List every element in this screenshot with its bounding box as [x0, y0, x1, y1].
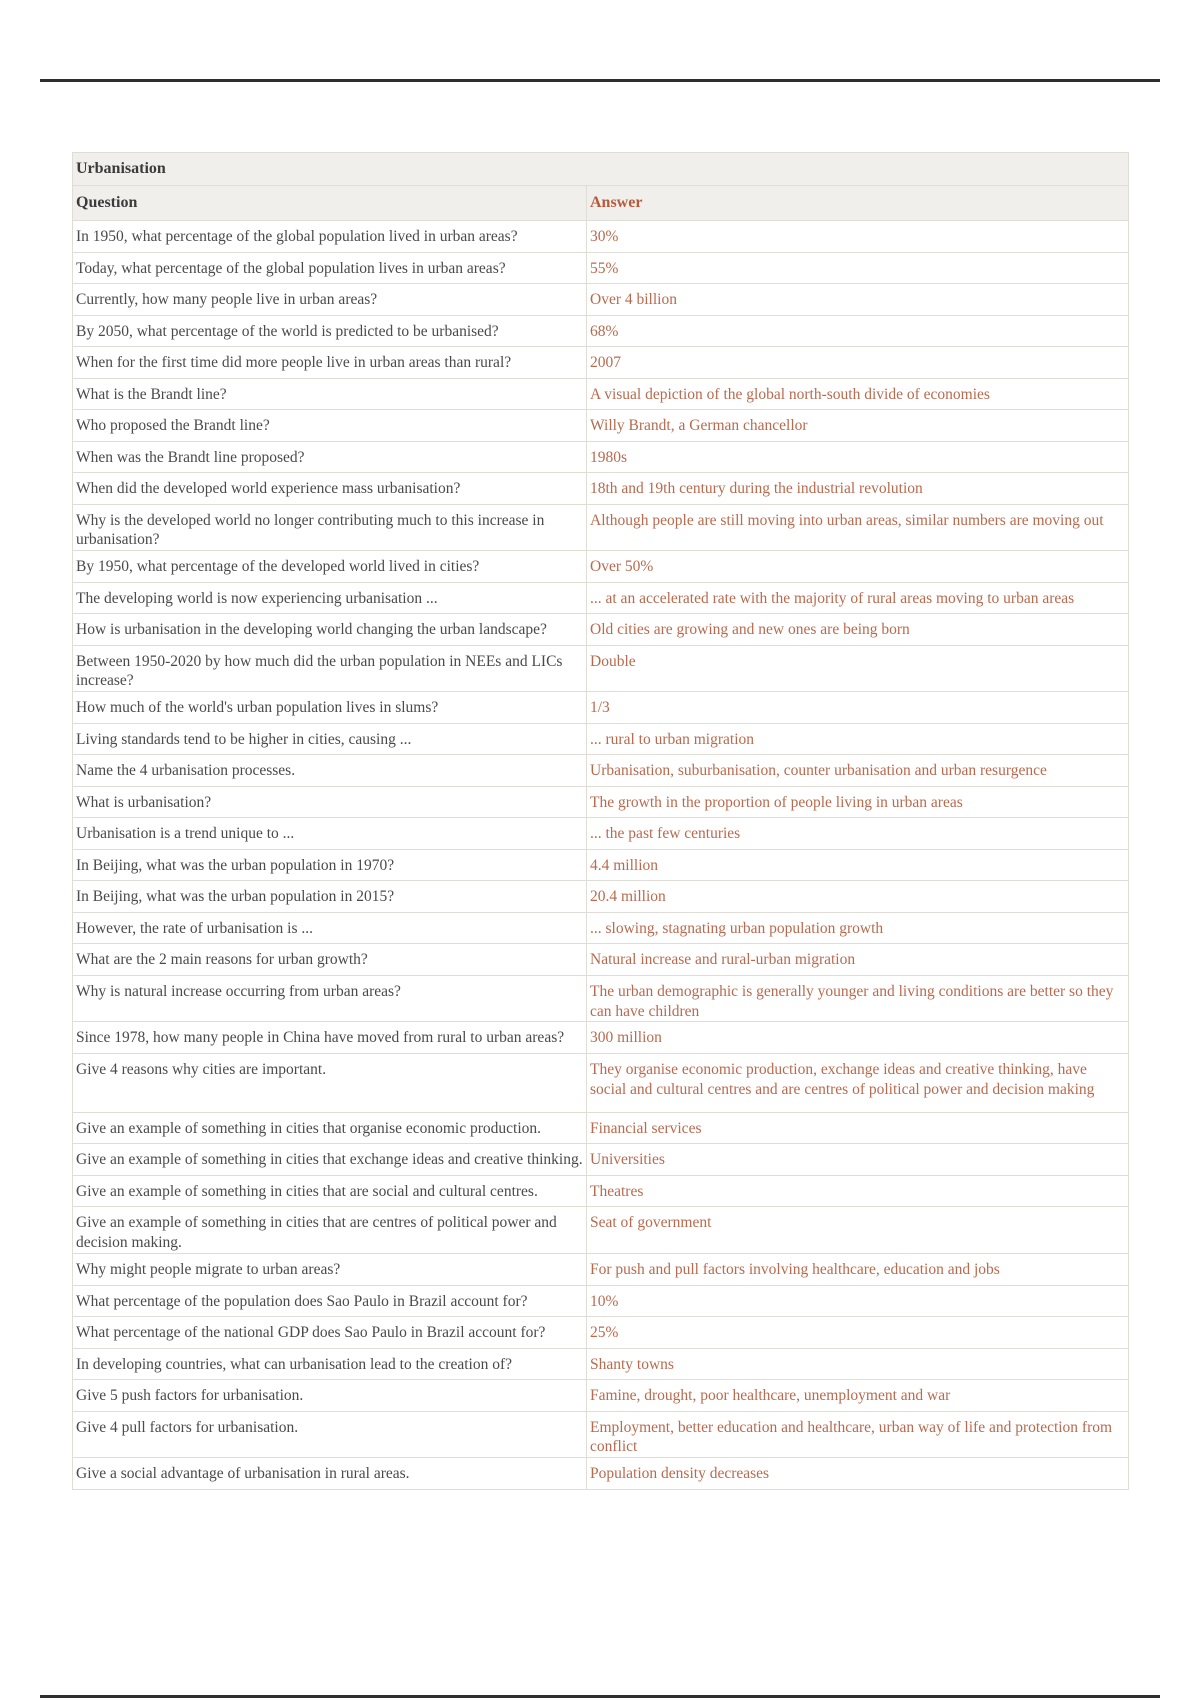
- answer-cell: ... rural to urban migration: [587, 723, 1129, 755]
- question-cell: Give an example of something in cities that exchange ideas and creative thinking.: [73, 1144, 587, 1176]
- answer-cell: The urban demographic is generally younger and living conditions are better so they can have children: [587, 975, 1129, 1022]
- answer-cell: 30%: [587, 221, 1129, 253]
- table-row: [73, 441, 1129, 473]
- answer-cell: 2007: [587, 347, 1129, 379]
- table-row: [73, 1380, 1129, 1412]
- bottom-rule: [40, 1695, 1160, 1698]
- table-row: [73, 284, 1129, 316]
- question-cell: Why might people migrate to urban areas?: [73, 1254, 587, 1286]
- table-row: [73, 786, 1129, 818]
- question-cell: How much of the world's urban population lives in slums?: [73, 692, 587, 724]
- table-row: [73, 614, 1129, 646]
- table-row: [73, 1254, 1129, 1286]
- table-row: [73, 755, 1129, 787]
- table-row: [73, 818, 1129, 850]
- answer-cell: ... the past few centuries: [587, 818, 1129, 850]
- table-row: [73, 692, 1129, 724]
- table-row: [73, 1285, 1129, 1317]
- question-cell: How is urbanisation in the developing world changing the urban landscape?: [73, 614, 587, 646]
- table-row: [73, 1411, 1129, 1458]
- answer-cell: Urbanisation, suburbanisation, counter urbanisation and urban resurgence: [587, 755, 1129, 787]
- table-row: [73, 1317, 1129, 1349]
- answer-cell: Over 50%: [587, 551, 1129, 583]
- table-row: [73, 473, 1129, 505]
- question-cell: Urbanisation is a trend unique to ...: [73, 818, 587, 850]
- answer-cell: 1/3: [587, 692, 1129, 724]
- answer-cell: Seat of government: [587, 1207, 1129, 1254]
- answer-cell: Over 4 billion: [587, 284, 1129, 316]
- top-rule: [40, 79, 1160, 82]
- table-row: [73, 1458, 1129, 1490]
- answer-cell: Shanty towns: [587, 1348, 1129, 1380]
- answer-cell: Natural increase and rural-urban migration: [587, 944, 1129, 976]
- answer-cell: Employment, better education and healthcare, urban way of life and protection from conflict: [587, 1411, 1129, 1458]
- table-row: [73, 504, 1129, 551]
- question-cell: Today, what percentage of the global population lives in urban areas?: [73, 252, 587, 284]
- table-row: [73, 1348, 1129, 1380]
- answer-cell: Although people are still moving into urban areas, similar numbers are moving out: [587, 504, 1129, 551]
- question-cell: Who proposed the Brandt line?: [73, 410, 587, 442]
- table-row: [73, 881, 1129, 913]
- question-cell: In 1950, what percentage of the global population lived in urban areas?: [73, 221, 587, 253]
- table-row: [73, 410, 1129, 442]
- question-cell: Give 4 pull factors for urbanisation.: [73, 1411, 587, 1458]
- table-row: [73, 1207, 1129, 1254]
- section-title: Urbanisation: [73, 153, 1129, 186]
- question-cell: However, the rate of urbanisation is ...: [73, 912, 587, 944]
- answer-cell: 20.4 million: [587, 881, 1129, 913]
- answer-cell: Old cities are growing and new ones are being born: [587, 614, 1129, 646]
- answer-cell: 68%: [587, 315, 1129, 347]
- answer-cell: 300 million: [587, 1022, 1129, 1054]
- question-cell: In developing countries, what can urbanisation lead to the creation of?: [73, 1348, 587, 1380]
- answer-cell: Willy Brandt, a German chancellor: [587, 410, 1129, 442]
- question-cell: Between 1950-2020 by how much did the urban population in NEEs and LICs increase?: [73, 645, 587, 692]
- table-row: [73, 551, 1129, 583]
- answer-cell: 18th and 19th century during the industrial revolution: [587, 473, 1129, 505]
- table-row: [73, 1022, 1129, 1054]
- question-cell: In Beijing, what was the urban population in 2015?: [73, 881, 587, 913]
- flashcard-table: [72, 152, 1129, 1490]
- question-cell: What percentage of the population does Sao Paulo in Brazil account for?: [73, 1285, 587, 1317]
- answer-cell: They organise economic production, exchange ideas and creative thinking, have social and cultural centres and are centres of political power and decision making: [587, 1053, 1129, 1112]
- table-row: [73, 221, 1129, 253]
- answer-cell: 55%: [587, 252, 1129, 284]
- table-row: [73, 975, 1129, 1022]
- table-row: [73, 1175, 1129, 1207]
- table-row: [73, 645, 1129, 692]
- answer-cell: ... at an accelerated rate with the majority of rural areas moving to urban areas: [587, 582, 1129, 614]
- question-cell: When for the first time did more people live in urban areas than rural?: [73, 347, 587, 379]
- table-row: [73, 944, 1129, 976]
- question-cell: When did the developed world experience mass urbanisation?: [73, 473, 587, 505]
- answer-cell: The growth in the proportion of people living in urban areas: [587, 786, 1129, 818]
- answer-cell: Double: [587, 645, 1129, 692]
- question-cell: Name the 4 urbanisation processes.: [73, 755, 587, 787]
- answer-cell: 1980s: [587, 441, 1129, 473]
- answer-cell: For push and pull factors involving healthcare, education and jobs: [587, 1254, 1129, 1286]
- question-cell: Why is natural increase occurring from urban areas?: [73, 975, 587, 1022]
- table-row: [73, 1053, 1129, 1112]
- answer-cell: Universities: [587, 1144, 1129, 1176]
- question-cell: Give an example of something in cities that organise economic production.: [73, 1112, 587, 1144]
- question-cell: The developing world is now experiencing urbanisation ...: [73, 582, 587, 614]
- question-cell: Give an example of something in cities that are centres of political power and decision making.: [73, 1207, 587, 1254]
- answer-cell: 25%: [587, 1317, 1129, 1349]
- question-cell: When was the Brandt line proposed?: [73, 441, 587, 473]
- answer-cell: A visual depiction of the global north-south divide of economies: [587, 378, 1129, 410]
- answer-cell: 4.4 million: [587, 849, 1129, 881]
- answer-cell: ... slowing, stagnating urban population growth: [587, 912, 1129, 944]
- section-row: [73, 153, 1129, 186]
- table-row: [73, 1112, 1129, 1144]
- question-cell: What is the Brandt line?: [73, 378, 587, 410]
- table-row: [73, 1144, 1129, 1176]
- question-cell: Give 4 reasons why cities are important.: [73, 1053, 587, 1112]
- answer-cell: Famine, drought, poor healthcare, unemployment and war: [587, 1380, 1129, 1412]
- question-cell: Living standards tend to be higher in cities, causing ...: [73, 723, 587, 755]
- flashcard-table-container: [72, 152, 1128, 1490]
- question-cell: Give a social advantage of urbanisation in rural areas.: [73, 1458, 587, 1490]
- question-column-header: Question: [73, 186, 587, 221]
- answer-column-header: Answer: [587, 186, 1129, 221]
- table-row: [73, 347, 1129, 379]
- question-cell: Why is the developed world no longer contributing much to this increase in urbanisation?: [73, 504, 587, 551]
- question-cell: What percentage of the national GDP does Sao Paulo in Brazil account for?: [73, 1317, 587, 1349]
- question-cell: By 1950, what percentage of the developed world lived in cities?: [73, 551, 587, 583]
- table-body: [73, 221, 1129, 1490]
- table-row: [73, 849, 1129, 881]
- question-cell: Give an example of something in cities that are social and cultural centres.: [73, 1175, 587, 1207]
- table-row: [73, 723, 1129, 755]
- table-row: [73, 912, 1129, 944]
- table-row: [73, 252, 1129, 284]
- table-row: [73, 315, 1129, 347]
- question-cell: Currently, how many people live in urban areas?: [73, 284, 587, 316]
- table-row: [73, 582, 1129, 614]
- question-cell: Give 5 push factors for urbanisation.: [73, 1380, 587, 1412]
- answer-cell: 10%: [587, 1285, 1129, 1317]
- question-cell: What are the 2 main reasons for urban growth?: [73, 944, 587, 976]
- question-cell: What is urbanisation?: [73, 786, 587, 818]
- question-cell: In Beijing, what was the urban population in 1970?: [73, 849, 587, 881]
- table-row: [73, 378, 1129, 410]
- header-row: [73, 186, 1129, 221]
- answer-cell: Theatres: [587, 1175, 1129, 1207]
- answer-cell: Population density decreases: [587, 1458, 1129, 1490]
- question-cell: By 2050, what percentage of the world is predicted to be urbanised?: [73, 315, 587, 347]
- answer-cell: Financial services: [587, 1112, 1129, 1144]
- question-cell: Since 1978, how many people in China have moved from rural to urban areas?: [73, 1022, 587, 1054]
